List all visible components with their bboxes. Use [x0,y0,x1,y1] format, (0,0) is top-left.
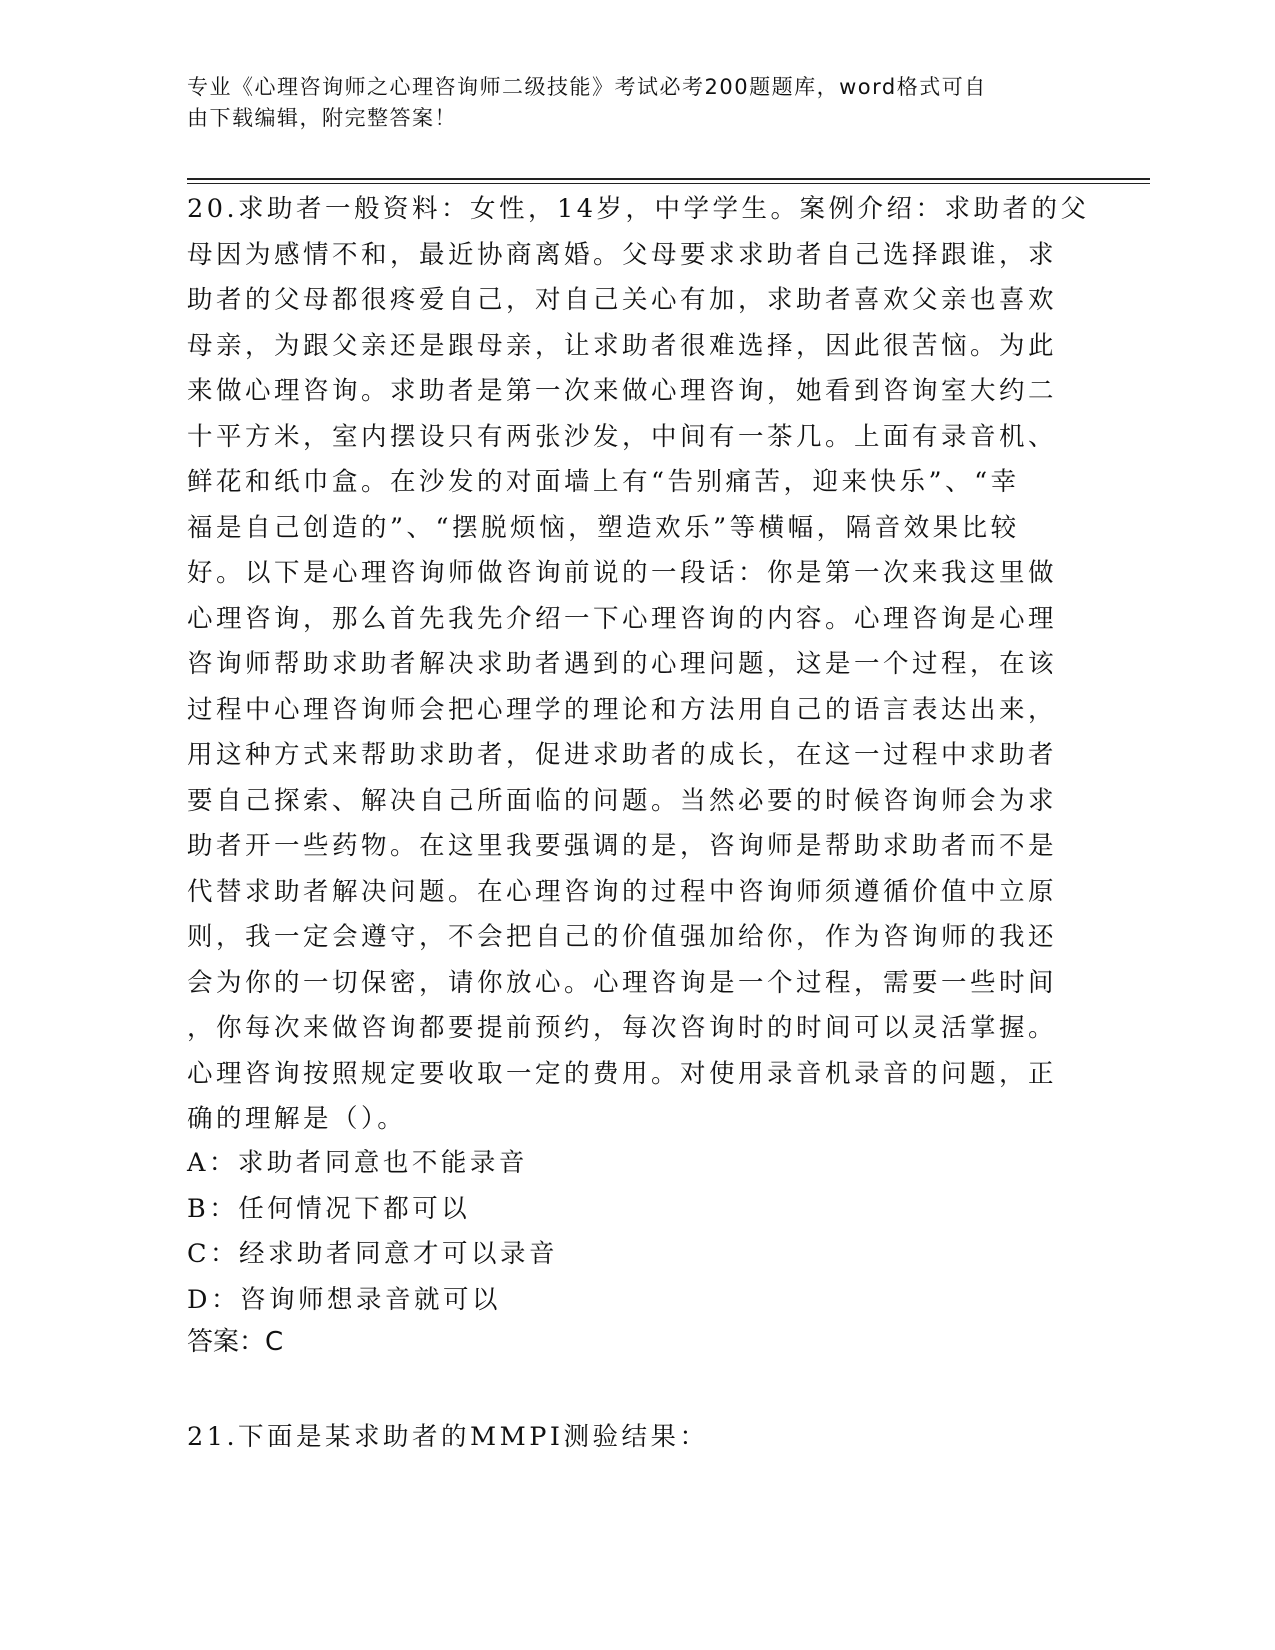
question-line: 20.求助者一般资料：女性，14岁，中学学生。案例介绍：求助者的父 [187,194,1090,224]
question-line: 助者开一些药物。在这里我要强调的是，咨询师是帮助求助者而不是 [187,831,1058,861]
question-line: 助者的父母都很疼爱自己，对自己关心有加，求助者喜欢父亲也喜欢 [187,285,1058,315]
question-line: 十平方米，室内摆设只有两张沙发，中间有一茶几。上面有录音机、 [187,421,1058,452]
header-divider-thick [187,178,1150,180]
option-d: D：咨询师想录音就可以 [187,1284,501,1315]
question-20-answer: 答案：C [187,1327,284,1357]
question-line: 咨询师帮助求助者解决求助者遇到的心理问题，这是一个过程，在该 [187,649,1058,679]
question-line: 心理咨询按照规定要收取一定的费用。对使用录音机录音的问题，正 [187,1058,1058,1089]
question-line: 要自己探索、解决自己所面临的问题。当然必要的时候咨询师会为求 [187,785,1058,816]
question-20-options [187,1141,1067,1323]
question-20-stem [187,187,1090,1143]
question-line: 代替求助者解决问题。在心理咨询的过程中咨询师须遵循价值中立原 [187,876,1058,907]
question-line: 用这种方式来帮助求助者，促进求助者的成长，在这一过程中求助者 [187,740,1058,770]
option-b: B：任何情况下都可以 [187,1193,471,1224]
question-line: ，你每次来做咨询都要提前预约，每次咨询时的时间可以灵活掌握。 [187,1013,1058,1043]
question-line: 过程中心理咨询师会把心理学的理论和方法用自己的语言表达出来， [187,694,1058,725]
question-line: 来做心理咨询。求助者是第一次来做心理咨询，她看到咨询室大约二 [187,376,1058,406]
question-line: 好。以下是心理咨询师做咨询前说的一段话：你是第一次来我这里做 [187,558,1058,588]
header-line-1: 专业《心理咨询师之心理咨询师二级技能》考试必考200题题库，word格式可自 [187,75,987,99]
header-divider-thin [187,183,1150,184]
question-line: 心理咨询，那么首先我先介绍一下心理咨询的内容。心理咨询是心理 [187,603,1058,634]
document-header [187,72,1067,134]
question-line: 母亲，为跟父亲还是跟母亲，让求助者很难选择，因此很苦恼。为此 [187,330,1058,361]
question-21-stem: 21.下面是某求助者的MMPI测验结果： [187,1422,709,1452]
option-a: A：求助者同意也不能录音 [187,1148,528,1178]
question-line: 鲜花和纸巾盒。在沙发的对面墙上有“告别痛苦，迎来快乐”、“幸 [187,467,1020,497]
question-line: 母因为感情不和，最近协商离婚。父母要求求助者自己选择跟谁，求 [187,239,1058,270]
question-line: 会为你的一切保密，请你放心。心理咨询是一个过程，需要一些时间 [187,967,1058,998]
option-c: C：经求助者同意才可以录音 [187,1239,559,1269]
question-line: 则，我一定会遵守，不会把自己的价值强加给你，作为咨询师的我还 [187,922,1058,952]
header-line-2: 由下载编辑，附完整答案！ [187,106,457,130]
question-line: 确的理解是（）。 [187,1104,407,1134]
question-line: 福是自己创造的”、“摆脱烦恼，塑造欢乐”等横幅，隔音效果比较 [187,512,1020,543]
